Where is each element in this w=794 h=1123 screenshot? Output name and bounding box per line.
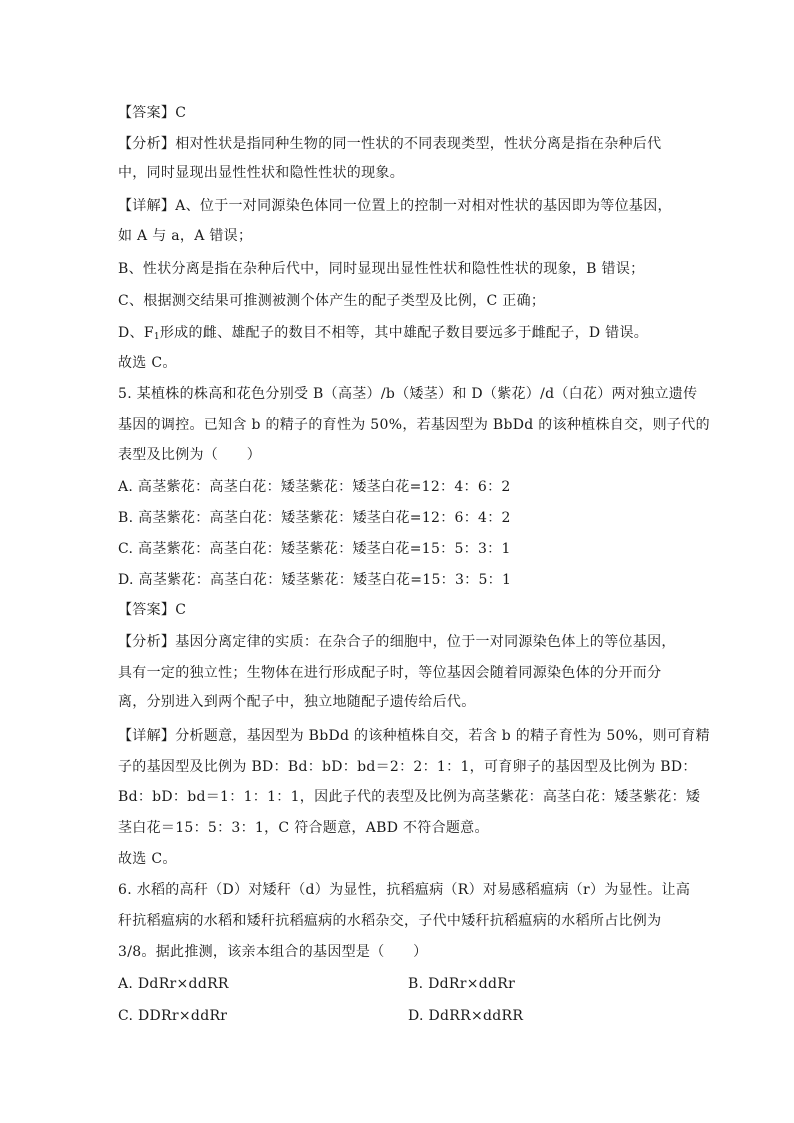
q5-option-d: D. 高茎紫花：高茎白花：矮茎紫花：矮茎白花=15：3：5：1 [118, 572, 512, 588]
q5-detail-line-3: Bd：bD：bd＝1：1：1：1，因此子代的表型及比例为高茎紫花：高茎白花：矮茎紫花：矮 [118, 789, 701, 805]
q5-option-c: C. 高茎紫花：高茎白花：矮茎紫花：矮茎白花=15：5：3：1 [118, 541, 511, 557]
q6-stem-line-3: 3/8。据此推测，该亲本组合的基因型是（ ） [118, 944, 428, 960]
q5-analysis-line-3: 离，分别进入到两个配子中，独立地随配子遗传给后代。 [118, 694, 476, 710]
q4-detail-line-5 [118, 323, 648, 343]
q5-option-a: A. 高茎紫花：高茎白花：矮茎紫花：矮茎白花=12：4：6：2 [118, 479, 511, 495]
q4-analysis-line-2: 中，同时显现出显性性状和隐性性状的现象。 [118, 165, 404, 181]
q4-detail-line-5-prefix: D、F [118, 325, 154, 341]
q6-option-b: B. DdRr×ddRr [408, 976, 516, 992]
q5-conclusion: 故选 C。 [118, 851, 177, 867]
q5-answer: 【答案】C [118, 602, 187, 618]
q5-stem-line-2: 基因的调控。已知含 b 的精子的育性为 50%，若基因型为 BbDd 的该种植株自交，则子代的 [118, 417, 710, 433]
q4-detail-line-5-text: 形成的雌、雄配子的数目不相等，其中雄配子数目要远多于雌配子，D 错误。 [159, 325, 649, 341]
q4-detail-line-4: C、根据测交结果可推测被测个体产生的配子类型及比例，C 正确； [118, 293, 546, 309]
q5-stem-line-3: 表型及比例为（ ） [118, 447, 261, 463]
f1-subscript: 1 [153, 332, 160, 342]
q4-conclusion: 故选 C。 [118, 355, 177, 371]
q6-stem-line-1: 6. 水稻的高秆（D）对矮秆（d）为显性，抗稻瘟病（R）对易感稻瘟病（r）为显性。让高 [118, 882, 691, 898]
q5-detail-line-1: 【详解】分析题意，基因型为 BbDd 的该种植株自交，若含 b 的精子育性为 50%，则可育精 [118, 728, 710, 744]
q4-detail-line-1: 【详解】A、位于一对同源染色体同一位置上的控制一对相对性状的基因即为等位基因， [118, 198, 672, 214]
q5-stem-line-1: 5. 某植株的株高和花色分别受 B（高茎）/b（矮茎）和 D（紫花）/d（白花）两对独立遗传 [118, 386, 698, 402]
q5-detail-line-2: 子的基因型及比例为 BD：Bd：bD：bd＝2：2：1：1，可育卵子的基因型及比例为 BD： [118, 759, 697, 775]
q6-stem-line-2: 秆抗稻瘟病的水稻和矮秆抗稻瘟病的水稻杂交，子代中矮秆抗稻瘟病的水稻所占比例为 [118, 913, 662, 929]
q6-option-c: C. DDRr×ddRr [118, 1008, 228, 1024]
q5-analysis-line-2: 具有一定的独立性；生物体在进行形成配子时，等位基因会随着同源染色体的分开而分 [118, 665, 662, 681]
q5-option-b: B. 高茎紫花：高茎白花：矮茎紫花：矮茎白花=12：6：4：2 [118, 510, 511, 526]
q4-detail-line-2: 如 A 与 a，A 错误； [118, 228, 253, 244]
q6-option-d: D. DdRR×ddRR [408, 1008, 524, 1024]
q6-option-a: A. DdRr×ddRR [118, 976, 229, 992]
q5-analysis-line-1: 【分析】基因分离定律的实质：在杂合子的细胞中，位于一对同源染色体上的等位基因， [118, 634, 676, 650]
q5-detail-line-4: 茎白花＝15：5：3：1，C 符合题意，ABD 不符合题意。 [118, 820, 489, 836]
q4-analysis-line-1: 【分析】相对性状是指同种生物的同一性状的不同表现类型，性状分离是指在杂种后代 [118, 136, 662, 152]
q4-answer: 【答案】C [118, 105, 187, 121]
q4-detail-line-3: B、性状分离是指在杂种后代中，同时显现出显性性状和隐性性状的现象，B 错误； [118, 261, 645, 277]
